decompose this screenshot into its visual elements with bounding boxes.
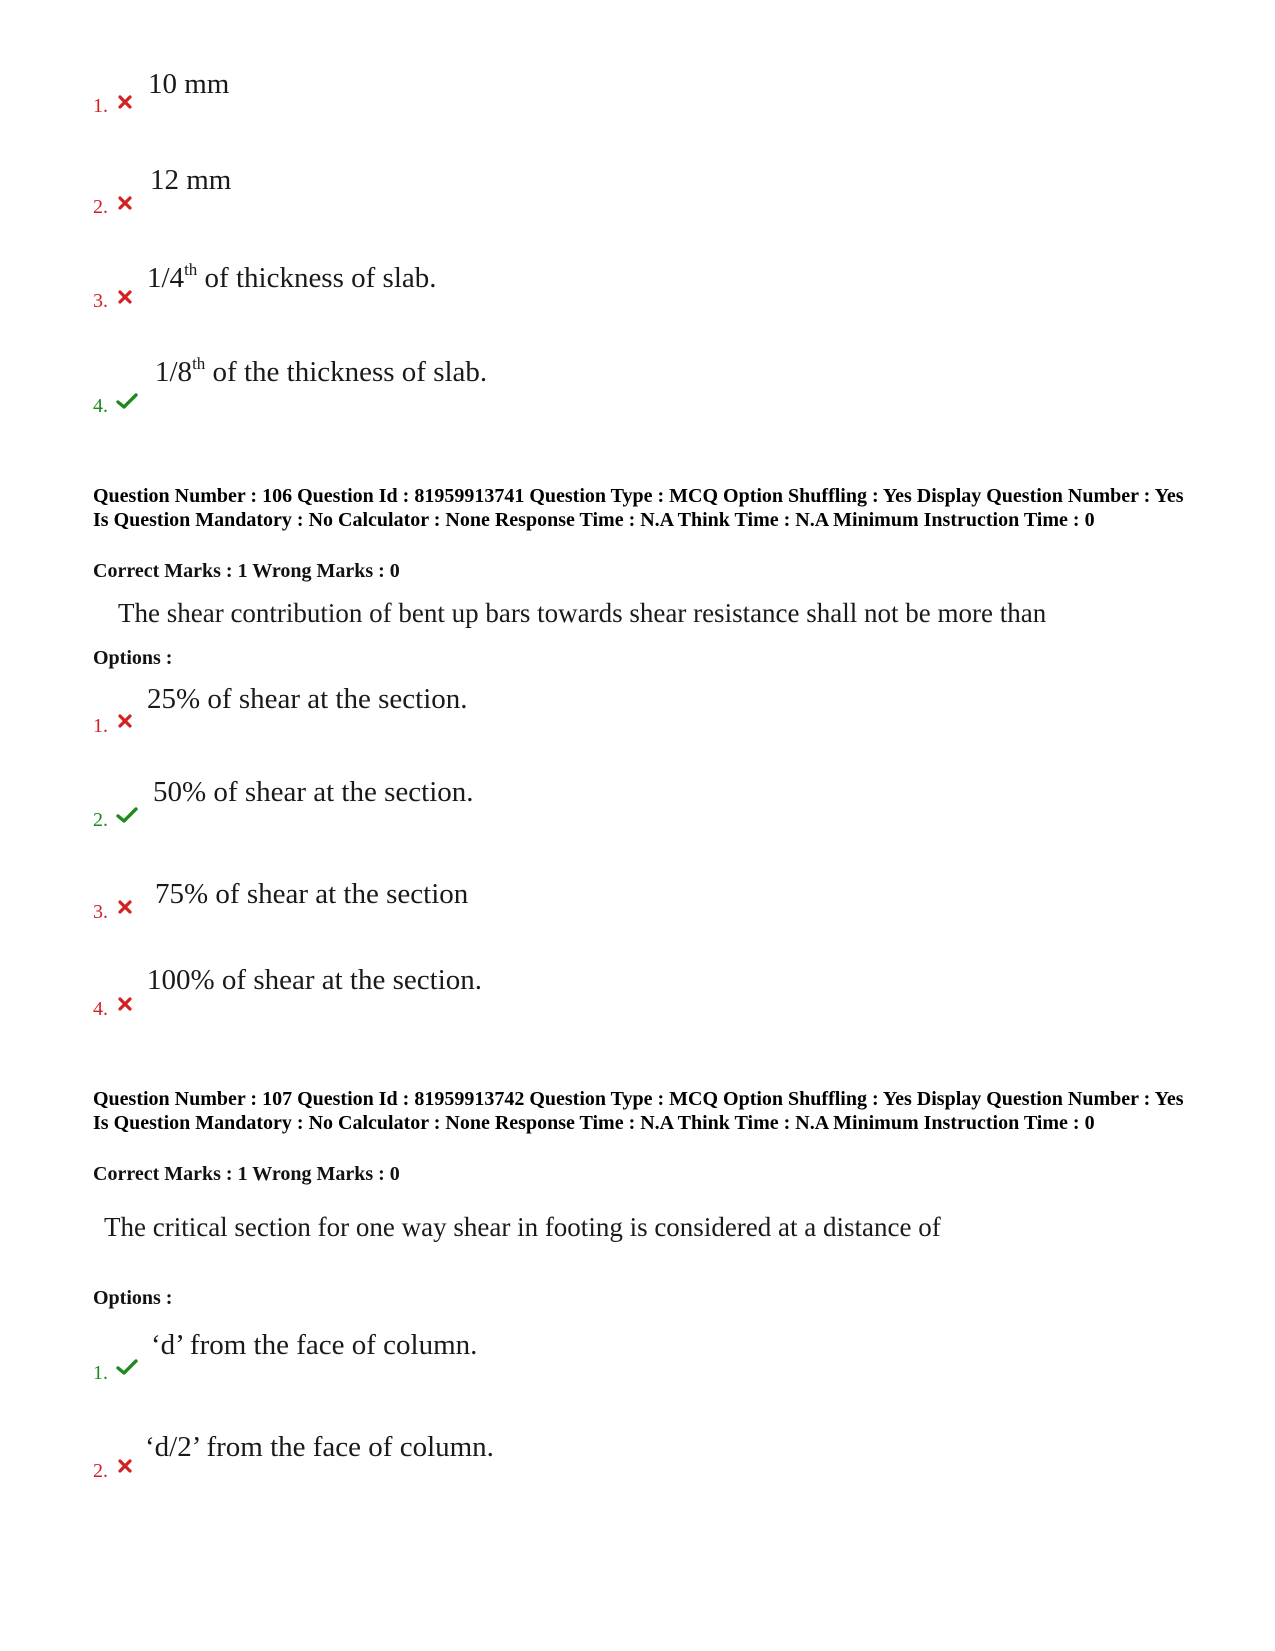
question-text: The critical section for one way shear in footing is considered at a distance of [104,1212,941,1242]
option-number: 1. [93,95,108,117]
option-text: 75% of shear at the section [155,878,469,910]
option-text: 12 mm [150,164,232,196]
cross-icon [116,194,134,212]
check-icon [116,1358,138,1376]
option-text: 100% of shear at the section. [147,964,483,996]
option-text: 1/4th of thickness of slab. [147,260,437,294]
option-number: 1. [93,715,108,737]
option-number: 4. [93,395,108,417]
cross-icon [116,712,134,730]
option-number: 3. [93,901,108,923]
question-marks: Correct Marks : 1 Wrong Marks : 0 [93,1163,400,1185]
cross-icon [116,93,134,111]
question-marks: Correct Marks : 1 Wrong Marks : 0 [93,560,400,582]
check-icon [116,806,138,824]
option-number: 1. [93,1362,108,1384]
option-text: 50% of shear at the section. [153,776,474,808]
question-text: The shear contribution of bent up bars towards shear resistance shall not be more than [118,598,1047,628]
option-number: 3. [93,290,108,312]
option-number: 2. [93,196,108,218]
option-text: ‘d’ from the face of column. [151,1329,478,1361]
question-meta: Question Number : 106 Question Id : 81959913741 Question Type : MCQ Option Shuffling : Yes Display Question Number : Yes Is Question Mandatory : No Calculator : None Response Time : N.A Think Time : N.A Minimum Instruction Time : 0 [93,485,1184,531]
option-text: 1/8th of the thickness of slab. [155,354,488,388]
options-label: Options : [93,647,173,669]
cross-icon [116,898,134,916]
question-meta: Question Number : 107 Question Id : 81959913742 Question Type : MCQ Option Shuffling : Yes Display Question Number : Yes Is Question Mandatory : No Calculator : None Response Time : N.A Think Time : N.A Minimum Instruction Time : 0 [93,1088,1184,1134]
option-text: 25% of shear at the section. [147,683,468,715]
cross-icon [116,995,134,1013]
option-number: 2. [93,1460,108,1482]
option-number: 2. [93,809,108,831]
option-text: ‘d/2’ from the face of column. [145,1431,494,1463]
option-text: 10 mm [148,68,230,100]
cross-icon [116,1457,134,1475]
option-number: 4. [93,998,108,1020]
cross-icon [116,288,134,306]
options-label: Options : [93,1287,173,1309]
check-icon [116,392,138,410]
